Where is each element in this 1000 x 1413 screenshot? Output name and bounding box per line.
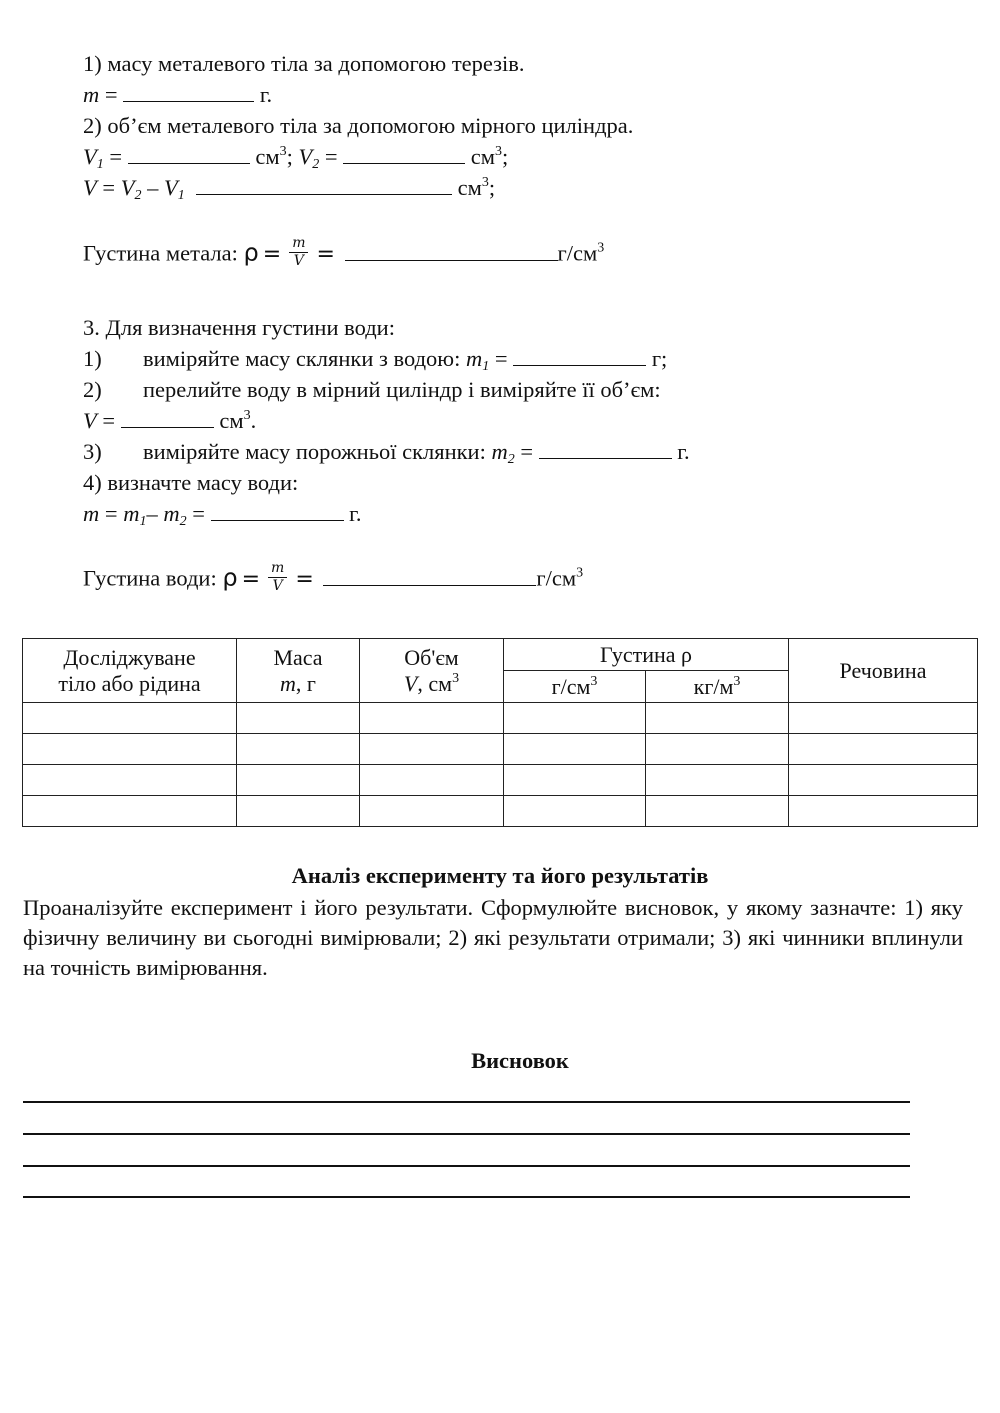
- table-cell[interactable]: [23, 734, 237, 765]
- v2-variable: V: [298, 144, 313, 169]
- step-1-text: виміряйте масу склянки з водою:: [143, 346, 461, 371]
- header-density-gcm3-text: г/см: [551, 673, 591, 699]
- table-cell[interactable]: [237, 796, 360, 827]
- v-variable: V: [83, 175, 97, 200]
- table-cell[interactable]: [237, 765, 360, 796]
- water-density-unit: г/см: [536, 565, 577, 591]
- conclusion-line-3[interactable]: [23, 1165, 910, 1167]
- equals-sign: =: [295, 566, 314, 592]
- header-mass-var: m: [280, 670, 296, 696]
- header-substance: [789, 639, 978, 703]
- table-cell[interactable]: [646, 734, 789, 765]
- volume-answer-line: $V_1 = см^3$; $V_2 = см^3$;: [83, 144, 509, 172]
- metal-density-label: Густина метала:: [83, 240, 238, 266]
- table-cell[interactable]: [23, 703, 237, 734]
- header-volume-exp: 3: [452, 670, 460, 686]
- v-blank[interactable]: [196, 174, 452, 195]
- water-v-variable: V: [83, 408, 97, 433]
- table-cell[interactable]: [23, 796, 237, 827]
- conclusion-line-1[interactable]: [23, 1101, 910, 1103]
- metal-density-unit: г/см: [557, 240, 598, 266]
- table-cell[interactable]: [789, 796, 978, 827]
- header-density-kgm3-text: кг/м: [693, 673, 734, 699]
- header-density-gcm3-exp: 3: [590, 673, 598, 689]
- table-cell[interactable]: [504, 796, 646, 827]
- m1-blank[interactable]: [513, 345, 646, 366]
- step-3: 3) виміряйте масу порожньої склянки: $m_2 = г$.: [83, 439, 690, 467]
- water-density-unit-exp: 3: [576, 565, 584, 581]
- table-row: [23, 734, 978, 765]
- water-density-line: [83, 560, 584, 598]
- mass-unit: г.: [259, 82, 273, 107]
- v1-unit-exp: 3: [279, 144, 287, 159]
- fraction-numerator: m: [289, 235, 308, 253]
- equals-sign: =: [316, 241, 335, 267]
- conclusion-line-2[interactable]: [23, 1133, 910, 1135]
- v2-blank[interactable]: [343, 143, 465, 164]
- m2-unit: г.: [677, 439, 690, 464]
- header-mass: [237, 639, 360, 703]
- analysis-title: Аналіз експерименту та його результатів: [291, 863, 709, 888]
- header-density-gcm3: [504, 671, 646, 703]
- equals-sign: =: [241, 566, 261, 592]
- step-2-answer: $V = см^3$.: [83, 408, 257, 433]
- mass-instruction-text: 1) масу металевого тіла за допомогою терезів.: [83, 51, 525, 76]
- analysis-text: Проаналізуйте експеримент і його результати. Сформулюйте висновок, у якому зазначте: 1) яку фізичну величину ви сьогодні вимірювали; 2) які результати отримали; 3) які чинники вплинули на точність вимірювання.: [23, 895, 963, 980]
- density-fraction: [289, 235, 308, 270]
- metal-density-blank[interactable]: [345, 240, 558, 261]
- water-volume-unit: см: [219, 408, 244, 433]
- table-cell[interactable]: [789, 703, 978, 734]
- m1-formula-subscript: 1: [139, 514, 147, 529]
- table-cell[interactable]: [504, 734, 646, 765]
- mass-answer-line: m = г.: [83, 82, 273, 107]
- v1-formula-subscript: 1: [177, 188, 185, 203]
- volume-instruction-text: 2) об’єм металевого тіла за допомогою мірного циліндра.: [83, 113, 634, 138]
- m1-subscript: 1: [482, 359, 490, 374]
- mass-instruction: [83, 50, 525, 78]
- conclusion-title: Висновок: [471, 1048, 569, 1073]
- m2-formula-variable: m: [163, 501, 180, 526]
- volume-instruction: [83, 112, 633, 140]
- table-cell[interactable]: [237, 734, 360, 765]
- fraction-denominator: V: [293, 253, 304, 269]
- water-density-title-text: 3. Для визначення густини води:: [83, 315, 395, 340]
- v1-subscript: 1: [96, 157, 104, 172]
- header-density-title: Густина ρ: [599, 641, 693, 667]
- step-2: [83, 376, 661, 404]
- v-unit: см: [457, 175, 482, 200]
- header-substance-title: Речовина: [839, 657, 927, 683]
- step-3-text: виміряйте масу порожньої склянки:: [143, 439, 486, 464]
- water-density-blank[interactable]: [323, 565, 536, 586]
- header-mass-unit: , г: [295, 670, 316, 696]
- m2-formula-subscript: 2: [179, 514, 187, 529]
- header-density-group: [504, 639, 789, 671]
- m2-blank[interactable]: [539, 438, 672, 459]
- table-cell[interactable]: [360, 734, 504, 765]
- v1-variable: V: [83, 144, 97, 169]
- step-4: [83, 469, 298, 497]
- table-cell[interactable]: [789, 734, 978, 765]
- step-4-formula: $m = m_1-$ $m_2 = г$.: [83, 501, 362, 529]
- water-mass-blank[interactable]: [211, 500, 344, 521]
- v2-unit-exp: 3: [495, 144, 503, 159]
- results-table: [22, 638, 978, 827]
- conclusion-line-4[interactable]: [23, 1196, 910, 1198]
- water-volume-unit-exp: 3: [243, 408, 251, 423]
- header-volume: [360, 639, 504, 703]
- fraction-denominator: V: [272, 578, 283, 594]
- table-cell[interactable]: [789, 765, 978, 796]
- m1-variable: m: [465, 346, 483, 371]
- step-1-number: 1): [83, 346, 102, 371]
- rho-symbol: ρ: [222, 563, 238, 592]
- table-row: [23, 796, 978, 827]
- step-4-text: 4) визначте масу води:: [83, 470, 299, 495]
- table-cell[interactable]: [23, 765, 237, 796]
- table-row: [23, 765, 978, 796]
- step-3-number: 3): [83, 439, 102, 464]
- step-2-number: 2): [83, 377, 102, 402]
- mass-blank[interactable]: [123, 81, 254, 102]
- header-volume-unit: , см: [417, 670, 453, 696]
- table-cell[interactable]: [646, 765, 789, 796]
- header-volume-title: Об'єм: [404, 644, 459, 670]
- header-body-line2: тіло або рідина: [58, 670, 201, 696]
- density-fraction: [268, 560, 287, 595]
- table-cell[interactable]: [646, 703, 789, 734]
- step-2-text: перелийте воду в мірний циліндр і виміряйте її об’єм:: [143, 377, 661, 402]
- header-body: [23, 639, 237, 703]
- rho-symbol: ρ: [243, 238, 259, 267]
- header-volume-var: V: [403, 670, 418, 696]
- m2-variable: m: [491, 439, 508, 464]
- header-density-kgm3-exp: 3: [733, 673, 741, 689]
- header-body-line1: Досліджуване: [63, 644, 196, 670]
- table-cell[interactable]: [360, 796, 504, 827]
- m2-subscript: 2: [507, 452, 515, 467]
- table-cell[interactable]: [237, 703, 360, 734]
- v-unit-exp: 3: [481, 175, 489, 190]
- v2-unit: см: [470, 144, 496, 169]
- header-density-kgm3: [646, 671, 789, 703]
- metal-density-line: [83, 235, 605, 273]
- m1-unit: г;: [651, 346, 668, 371]
- v1-blank[interactable]: [128, 143, 250, 164]
- volume-formula-line: $V = V_2 - V_1$ $см^3$;: [83, 175, 496, 203]
- water-density-label: Густина води:: [83, 565, 217, 591]
- v2-formula-subscript: 2: [134, 188, 142, 203]
- water-mass-variable: m: [83, 501, 100, 526]
- water-volume-blank[interactable]: [121, 407, 214, 428]
- v2-subscript: 2: [312, 157, 320, 172]
- v1-unit: см: [255, 144, 280, 169]
- metal-density-unit-exp: 3: [597, 240, 605, 256]
- table-cell[interactable]: [504, 703, 646, 734]
- v2-variable-formula: V: [120, 175, 135, 200]
- m1-formula-variable: m: [123, 501, 140, 526]
- water-density-title: [83, 314, 395, 342]
- table-cell[interactable]: [360, 765, 504, 796]
- table-cell[interactable]: [504, 765, 646, 796]
- water-mass-unit: г.: [349, 501, 362, 526]
- m-variable: m: [83, 82, 100, 107]
- equals-sign: =: [262, 241, 282, 267]
- step-1: 1) виміряйте масу склянки з водою: $m_1 = г$;: [83, 346, 668, 374]
- header-mass-title: Маса: [273, 644, 323, 670]
- v1-variable-formula: V: [163, 175, 178, 200]
- fraction-numerator: m: [268, 560, 287, 578]
- table-row: [23, 703, 978, 734]
- table-cell[interactable]: [646, 796, 789, 827]
- table-cell[interactable]: [360, 703, 504, 734]
